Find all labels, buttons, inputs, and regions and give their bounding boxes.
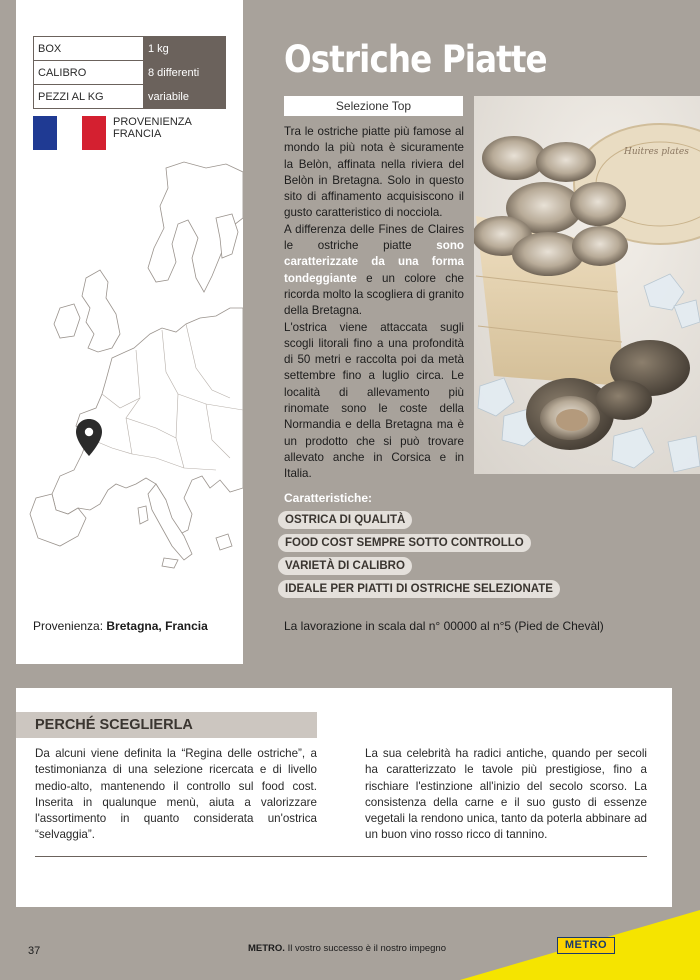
spec-row-box [34,37,226,61]
spec-row-calibro [34,61,226,85]
description-highlight: sono caratterizzate da una forma tondeggiante [284,239,464,285]
spec-value: 1 kg [144,37,226,61]
europe-map [16,158,243,578]
page-number: 37 [28,945,41,957]
provenance-label: Provenienza: [33,619,107,633]
provenance [33,619,208,633]
characteristics-list [278,510,560,602]
origin-label-line2: FRANCIA [113,128,162,140]
characteristic-chip: OSTRICA DI QUALITÀ [278,511,412,529]
left-panel [16,0,243,664]
characteristic-chip: VARIETÀ DI CALIBRO [278,557,412,575]
spec-value: variabile [144,85,226,109]
product-description [284,124,464,483]
origin-label [113,116,192,140]
characteristic-chip: FOOD COST SEMPRE SOTTO CONTROLLO [278,534,531,552]
why-choose-column-left: Da alcuni viene definita la “Regina delle ostriche”, a testimonianza di una selezione ricercata e di livello medio-alto, mantenendo il controllo sul food cost. Inserita in qualunque menù, aiuta a valorizzare l'assortimento in quanto considerata un'ostrica “selvaggia”. [35,747,317,842]
spec-value: 8 differenti [144,61,226,85]
description-paragraph: L'ostrica viene attaccata sugli scogli litorali fino a una profondità di 50 metri e raccolta poi da metà settembre fino a luglio circa. Le località di allevamento più rinomate sono le coste della Normandia e della Bretagna ma è un prodotto che si può trovare allevato anche in Corsica e in Italia. [284,320,464,481]
description-text: A differenza delle Fines de Claires le ostriche piatte [284,222,464,253]
metro-logo: METRO [557,937,615,954]
spec-key: PEZZI AL KG [34,85,144,109]
characteristic-chip: IDEALE PER PIATTI DI OSTRICHE SELEZIONATE [278,580,560,598]
description-paragraph: Tra le ostriche piatte più famose al mondo la più nota è sicuramente la Belòn, affinata nella riviera del Belòn in Bretagna. Solo in questo sito di affinamento acquisiscono il gusto caratteristico di nocciola. [284,125,464,220]
spec-key: CALIBRO [34,61,144,85]
footer-brand: METRO. [248,943,285,954]
box-lid-lettering: Huitres plates [624,147,689,157]
origin-label-line1: PROVENIENZA [113,116,192,128]
why-choose-column-right: La sua celebrità ha radici antiche, quando per secoli ha caratterizzato le tavole più prestigiose, fino a rischiare l'estinzione all'inizio del secolo scorso. La consistenza della carne e il suo gusto di essenze vegetali la rendono unica, tanto da poterla abbinare ad un buon vino rosso ricco di tannino. [365,747,647,842]
description-paragraph [284,222,464,320]
characteristics-title: Caratteristiche: [284,491,373,505]
spec-key: BOX [34,37,144,61]
description-text: e un colore che ricorda molto la scogliera di granito della Bretagna. [284,271,464,318]
processing-note: La lavorazione in scala dal n° 00000 al n°5 (Pied de Chevàl) [284,619,604,633]
why-choose-title: PERCHÉ SCEGLIERLA [16,712,317,738]
footer-tagline [248,943,446,954]
oysters-photo [474,96,700,474]
spec-row-pezzi [34,85,226,109]
footer-tagline-text: Il vostro successo è il nostro impegno [284,943,446,954]
page-title: Ostriche Piatte [284,38,547,81]
divider [35,856,647,857]
selection-badge: Selezione Top [284,96,463,116]
why-choose-section [16,688,672,907]
provenance-value: Bretagna, Francia [106,619,208,633]
france-flag-icon [33,116,106,150]
spec-table [33,36,226,109]
